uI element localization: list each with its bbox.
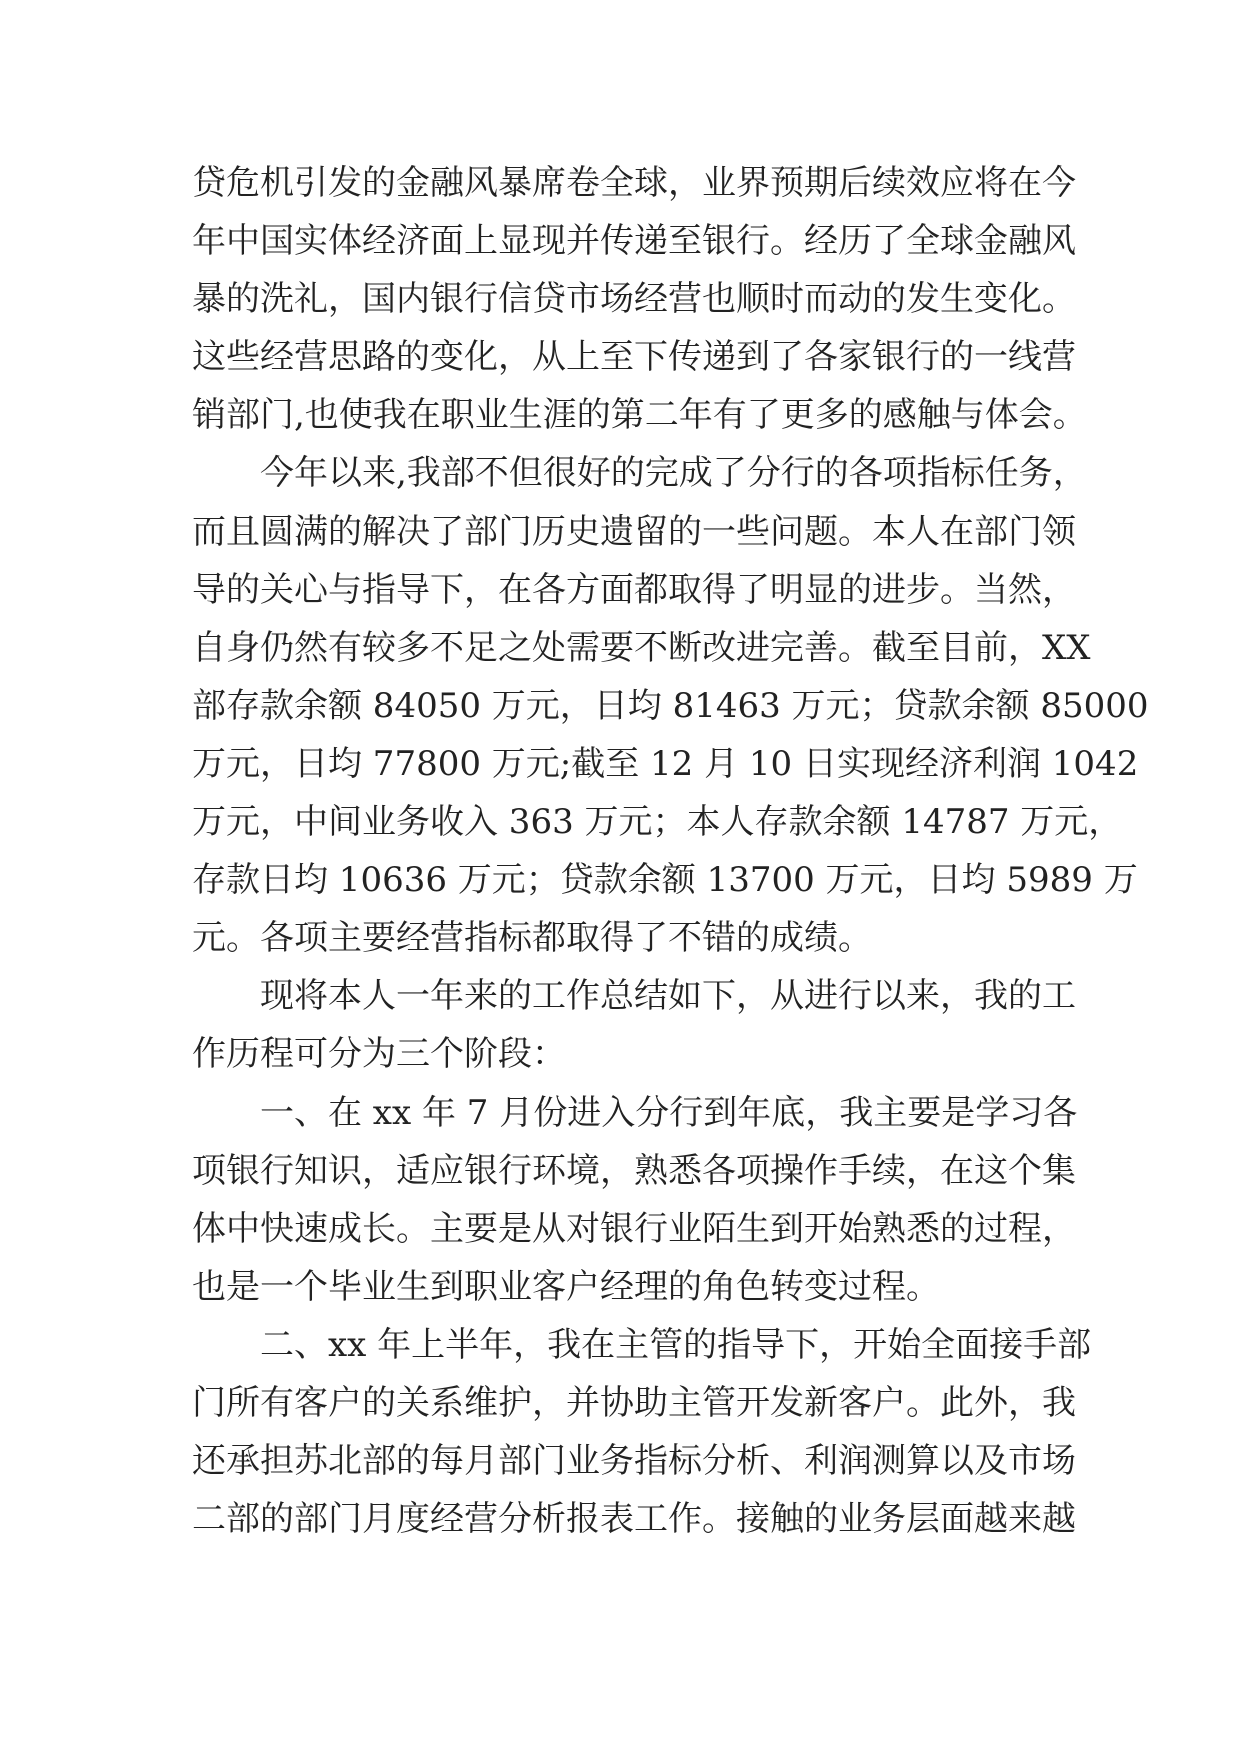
- text-line: 导的关心与指导下，在各方面都取得了明显的进步。当然，: [192, 569, 1076, 610]
- text-line: 还承担苏北部的每月部门业务指标分析、利润测算以及市场: [192, 1441, 1076, 1482]
- text-line: 万元，中间业务收入 363 万元；本人存款余额 14787 万元，: [192, 802, 1123, 843]
- text-line: 年中国实体经济面上显现并传递至银行。经历了全球金融风: [192, 221, 1076, 262]
- paragraph-start-line: 一、在 xx 年 7 月份进入分行到年底，我主要是学习各: [192, 1092, 1078, 1133]
- text-line: 而且圆满的解决了部门历史遗留的一些问题。本人在部门领: [192, 511, 1076, 552]
- text-line: 门所有客户的关系维护，并协助主管开发新客户。此外，我: [192, 1382, 1076, 1423]
- paragraph-start-line: 二、xx 年上半年，我在主管的指导下，开始全面接手部: [192, 1324, 1092, 1365]
- text-line: 这些经营思路的变化，从上至下传递到了各家银行的一线营: [192, 337, 1076, 378]
- text-line: 贷危机引发的金融风暴席卷全球，业界预期后续效应将在今: [192, 163, 1076, 203]
- text-line: 二部的部门月度经营分析报表工作。接触的业务层面越来越: [192, 1499, 1076, 1540]
- text-line: 存款日均 10636 万元；贷款余额 13700 万元，日均 5989 万: [192, 860, 1138, 901]
- paragraph-start-line: 今年以来,我部不但很好的完成了分行的各项指标任务，: [192, 453, 1087, 494]
- text-line: 部存款余额 84050 万元，日均 81463 万元；贷款余额 85000: [192, 685, 1149, 726]
- text-line: 自身仍然有较多不足之处需要不断改进完善。截至目前，XX: [192, 627, 1091, 668]
- text-line: 暴的洗礼，国内银行信贷市场经营也顺时而动的发生变化。: [192, 279, 1076, 320]
- text-line: 万元，日均 77800 万元;截至 12 月 10 日实现经济利润 1042: [192, 743, 1139, 784]
- text-line: 也是一个毕业生到职业客户经理的角色转变过程。: [192, 1266, 940, 1307]
- text-line: 销部门,也使我在职业生涯的第二年有了更多的感触与体会。: [192, 395, 1087, 436]
- document-body-text: [192, 154, 1149, 1548]
- text-line: 作历程可分为三个阶段：: [192, 1034, 566, 1075]
- text-line: 元。各项主要经营指标都取得了不错的成绩。: [192, 918, 872, 959]
- text-line: 体中快速成长。主要是从对银行业陌生到开始熟悉的过程，: [192, 1208, 1076, 1249]
- text-line: 项银行知识，适应银行环境，熟悉各项操作手续，在这个集: [192, 1150, 1076, 1191]
- paragraph-start-line: 现将本人一年来的工作总结如下，从进行以来，我的工: [192, 976, 1076, 1017]
